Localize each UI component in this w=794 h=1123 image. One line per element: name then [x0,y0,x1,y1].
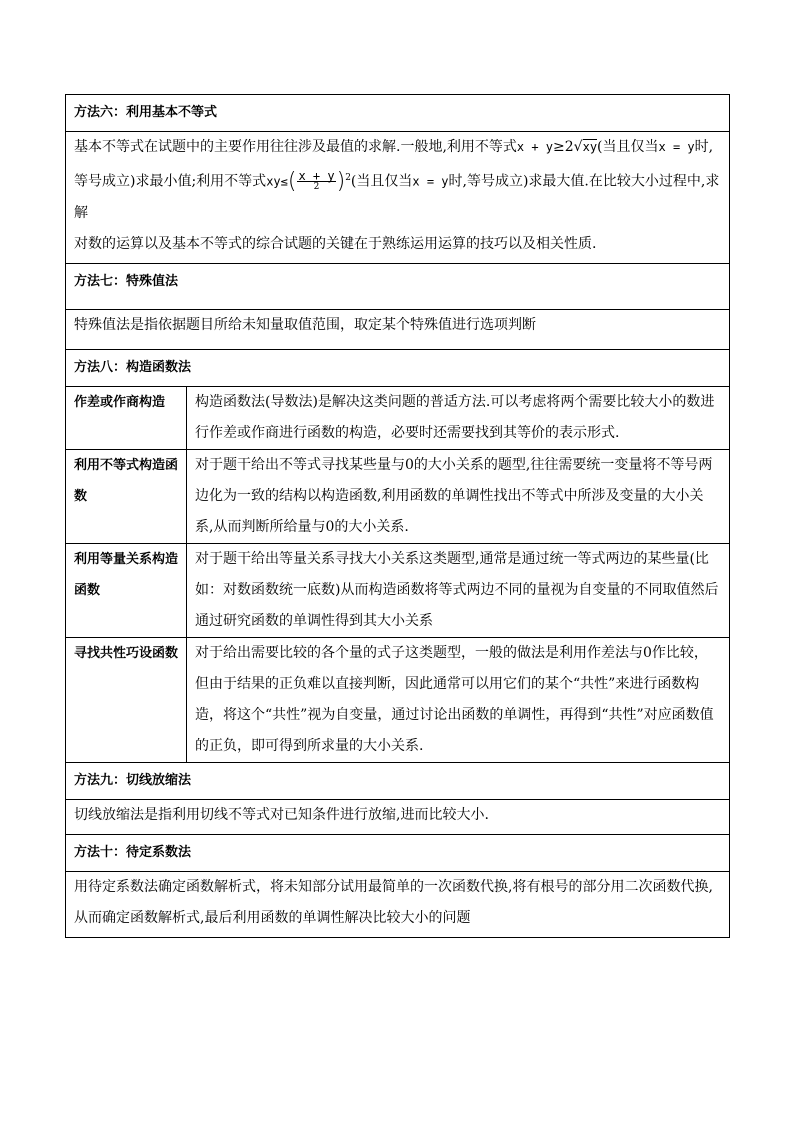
method6-formula-xy: xy [582,140,598,154]
method6-text-6: 时,等号成立)求最大值.在比较大小过程中,求解 [74,173,720,221]
method8-row [66,637,730,762]
method9-body: 切线放缩法是指利用切线不等式对已知条件进行放缩,进而比较大小. [66,799,730,834]
method6-text-3: 时, [694,139,714,155]
method9-title: 方法九：切线放缩法 [66,762,730,799]
method6-body-row [66,132,730,264]
method6-formula-eq2: x = y [412,174,449,189]
method6-text-2: (当且仅当 [597,139,659,155]
method6-text-7: 对数的运算以及基本不等式的综合试题的关键在于熟练运用运算的技巧以及相关性质. [74,235,597,252]
method10-body: 用待定系数法确定函数解析式，将未知部分试用最简单的一次函数代换,将有根号的部分用二次函数代换,从而确定函数解析式,最后利用函数的单调性解决比较大小的问题 [66,871,730,937]
method8-row-label: 作差或作商构造 [66,386,187,449]
method10-body-row [66,871,730,937]
method8-row [66,449,730,543]
method10-header-row [66,834,730,871]
method8-row-body: 构造函数法(导数法)是解决这类问题的普适方法.可以考虑将两个需要比较大小的数进行作差或作商进行函数的构造，必要时还需要找到其等价的表示形式. [187,386,730,449]
method8-row [66,543,730,637]
method6-formula-sum: x + y [516,140,554,154]
methods-document [65,94,730,938]
method6-text-1: 基本不等式在试题中的主要作用往往涉及最值的求解.一般地,利用不等式 [74,139,517,155]
method8-row-body: 对于给出需要比较的各个量的式子这类题型，一般的做法是利用作差法与0作比较，但由于结果的正负难以直接判断，因此通常可以用它们的某个“共性”来进行函数构造，将这个“共性”视为自变量，通过讨论出函数的单调性，再得到“共性”对应函数值的正负，即可得到所求量的大小关系. [187,637,730,762]
sqrt-symbol: √ [573,139,583,155]
methods-table [65,94,730,938]
method6-text-5: (当且仅当 [350,173,413,190]
method6-formula-eq1: x = y [658,140,695,154]
method8-header-row [66,349,730,386]
right-paren: ) [336,169,346,195]
fraction-denominator: 2 [313,182,320,193]
method9-body-row [66,799,730,834]
method6-title: 方法六：利用基本不等式 [66,95,730,132]
left-paren: ( [287,169,297,195]
method8-row-label: 寻找共性巧设函数 [66,637,187,762]
fraction-numerator: x + y [298,169,335,184]
method6-formula-ge: ≥2 [553,139,574,155]
method8-row-body: 对于题干给出等量关系寻找大小关系这类题型,通常是通过统一等式两边的某些量(比如：对数函数统一底数)从而构造函数将等式两边不同的量视为自变量的不同取值然后通过研究函数的单调性得到其大小关系 [187,543,730,637]
method6-header-row [66,95,730,132]
method8-row-body: 对于题干给出不等式寻找某些量与0的大小关系的题型,往往需要统一变量将不等号两边化为一致的结构以构造函数,利用函数的单调性找出不等式中所涉及变量的大小关系,从而判断所给量与0的大小关系. [187,449,730,543]
method10-title: 方法十：待定系数法 [66,834,730,871]
method8-title: 方法八：构造函数法 [66,349,730,386]
method6-text-4: 等号成立)求最小值;利用不等式 [74,173,267,190]
method6-fraction [297,171,335,192]
method7-header-row [66,263,730,309]
method6-body [66,132,730,264]
method7-body: 特殊值法是指依据题目所给未知量取值范围，取定某个特殊值进行选项判断 [66,309,730,349]
method8-row-label: 利用不等式构造函数 [66,449,187,543]
method7-body-row [66,309,730,349]
method7-title: 方法七：特殊值法 [66,263,730,309]
fraction-exponent: 2 [345,173,351,183]
method9-header-row [66,762,730,799]
method8-row [66,386,730,449]
method6-formula-xyle: xy≤ [266,174,288,189]
method8-row-label: 利用等量关系构造函数 [66,543,187,637]
